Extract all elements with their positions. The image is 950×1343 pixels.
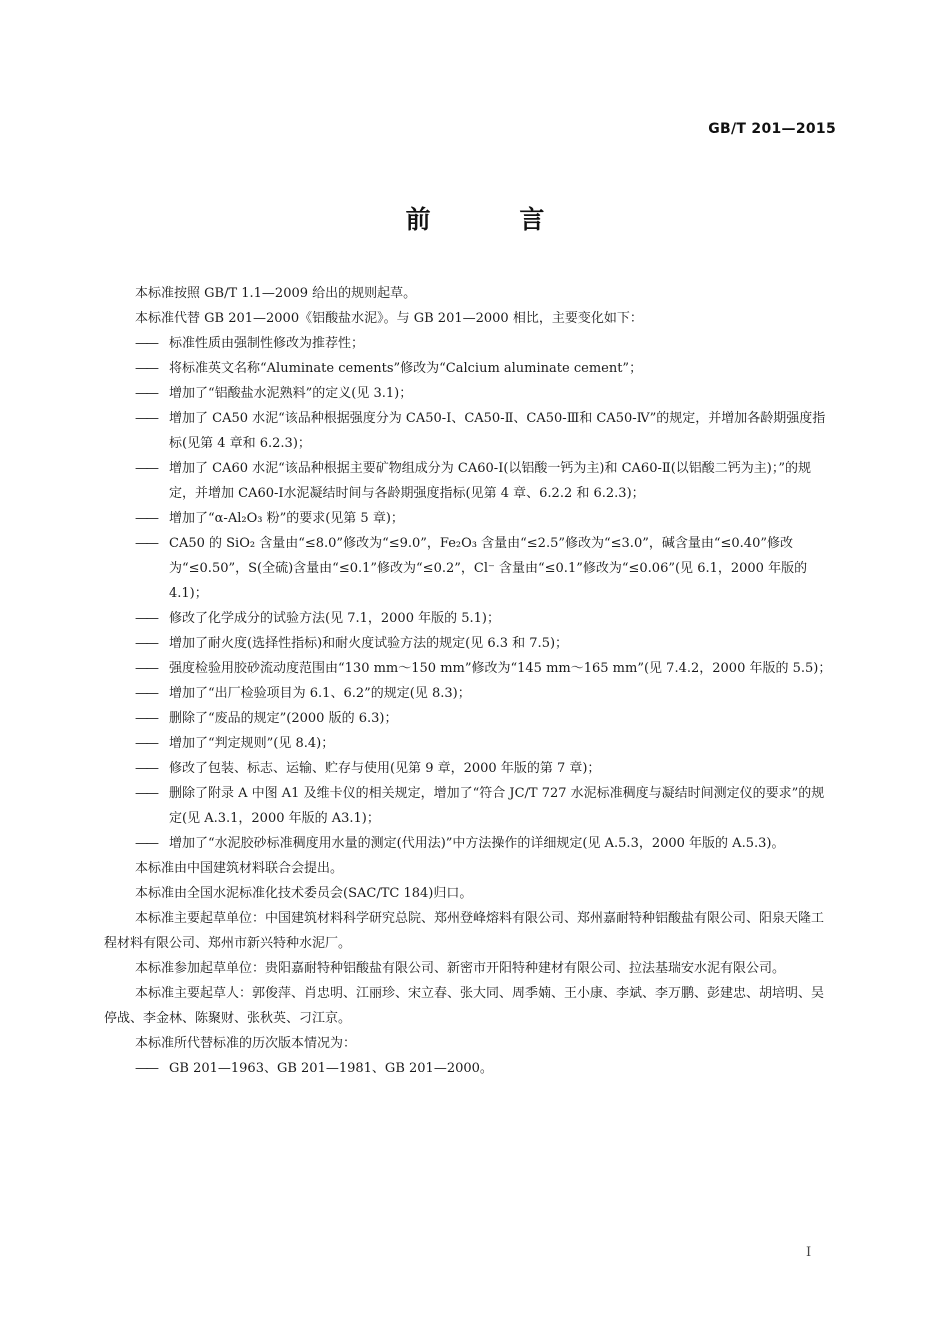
change-item [135,331,832,356]
dash-marker: —— [135,1061,157,1076]
change-item [135,631,832,656]
dash-marker: —— [135,611,157,626]
closing-paragraph: 本标准主要起草单位：中国建筑材料科学研究总院、郑州登峰熔料有限公司、郑州嘉耐特种铝酸盐有限公司、阳泉天隆工程材料有限公司、郑州市新兴特种水泥厂。 [104,911,825,951]
change-item [135,831,832,856]
change-text: 增加了“铝酸盐水泥熟料”的定义(见 3.1)； [169,386,413,401]
change-text: 增加了耐火度(选择性指标)和耐火度试验方法的规定(见 6.3 和 7.5)； [169,636,569,651]
change-item [135,381,832,406]
change-item [135,731,832,756]
history-text: GB 201—1963、GB 201—1981、GB 201—2000。 [169,1061,493,1076]
change-text: 增加了“α-Al₂O₃ 粉”的要求(见第 5 章)； [169,511,404,526]
dash-marker: —— [135,511,157,526]
page-title: 前 言 [405,205,585,234]
change-text: 增加了“判定规则”(见 8.4)； [169,736,335,751]
dash-marker: —— [135,661,157,676]
closing-paragraph: 本标准主要起草人：郭俊萍、肖忠明、江丽珍、宋立春、张大同、周季婻、王小康、李斌、李万鹏、彭建忠、胡培明、吴停战、李金林、陈聚财、张秋英、刁江京。 [104,986,825,1026]
change-item [135,406,832,456]
dash-marker: —— [135,361,157,376]
dash-marker: —— [135,386,157,401]
history-item [135,1056,832,1081]
change-item [135,706,832,731]
change-item [135,606,832,631]
change-item [135,756,832,781]
change-text: 增加了 CA60 水泥“该品种根据主要矿物组成分为 CA60-Ⅰ(以铝酸一钙为主)和 CA60-Ⅱ(以铝酸二钙为主)；”的规定，并增加 CA60-Ⅰ水泥凝结时间与各龄期强度指标(见第 4 章、6.2.2 和 6.2.3)； [169,461,811,501]
dash-marker: —— [135,336,157,351]
dash-marker: —— [135,761,157,776]
change-text: 将标准英文名称“Aluminate cements”修改为“Calcium aluminate cement”； [169,361,643,376]
closing-paragraph: 本标准所代替标准的历次版本情况为： [135,1036,357,1051]
page-number: Ⅰ [806,1245,812,1260]
dash-marker: —— [135,536,157,551]
change-item [135,681,832,706]
change-text: 强度检验用胶砂流动度范围由“130 mm～150 mm”修改为“145 mm～165 mm”(见 7.4.2，2000 年版的 5.5)； [169,661,832,676]
dash-marker: —— [135,711,157,726]
closing-paragraph: 本标准由中国建筑材料联合会提出。 [135,861,344,876]
change-item [135,456,832,506]
change-text: 增加了 CA50 水泥“该品种根据强度分为 CA50-Ⅰ、CA50-Ⅱ、CA50-Ⅲ和 CA50-Ⅳ”的规定，并增加各龄期强度指标(见第 4 章和 6.2.3)； [169,411,826,451]
dash-marker: —— [135,836,157,851]
dash-marker: —— [135,411,157,426]
standard-code: GB/T 201—2015 [708,121,836,137]
change-text: 标准性质由强制性修改为推荐性； [169,336,365,351]
change-item [135,656,832,681]
closing-paragraph: 本标准由全国水泥标准化技术委员会(SAC/TC 184)归口。 [135,886,473,901]
change-text: 增加了“出厂检验项目为 6.1、6.2”的规定(见 8.3)； [169,686,471,701]
dash-marker: —— [135,686,157,701]
intro-paragraph: 本标准代替 GB 201—2000《铝酸盐水泥》。与 GB 201—2000 相比，主要变化如下： [135,311,643,326]
dash-marker: —— [135,736,157,751]
foreword-body [104,281,832,1081]
change-text: 删除了附录 A 中图 A1 及维卡仪的相关规定，增加了“符合 JC/T 727 水泥标准稠度与凝结时间测定仪的要求”的规定(见 A.3.1，2000 年版的 A3.1)； [169,786,825,826]
change-text: 修改了包装、标志、运输、贮存与使用(见第 9 章，2000 年版的第 7 章)； [169,761,601,776]
change-text: 修改了化学成分的试验方法(见 7.1，2000 年版的 5.1)； [169,611,500,626]
change-text: CA50 的 SiO₂ 含量由“≤8.0”修改为“≤9.0”，Fe₂O₃ 含量由“≤2.5”修改为“≤3.0”，碱含量由“≤0.40”修改为“≤0.50”，S(全硫)含量由“≤0.1”修改为“≤0.2”，Cl⁻ 含量由“≤0.1”修改为“≤0.06”(见 6.1，2000 年版的 4.1)； [169,536,808,601]
change-text: 删除了“废品的规定”(2000 版的 6.3)； [169,711,398,726]
change-item [135,531,832,606]
intro-paragraph: 本标准按照 GB/T 1.1—2009 给出的规则起草。 [135,286,417,301]
change-item [135,781,832,831]
change-item [135,506,832,531]
dash-marker: —— [135,786,157,801]
closing-paragraph: 本标准参加起草单位：贵阳嘉耐特种铝酸盐有限公司、新密市开阳特种建材有限公司、拉法基瑞安水泥有限公司。 [135,961,786,976]
change-item [135,356,832,381]
change-text: 增加了“水泥胶砂标准稠度用水量的测定(代用法)”中方法操作的详细规定(见 A.5.3，2000 年版的 A.5.3)。 [169,836,785,851]
dash-marker: —— [135,636,157,651]
dash-marker: —— [135,461,157,476]
